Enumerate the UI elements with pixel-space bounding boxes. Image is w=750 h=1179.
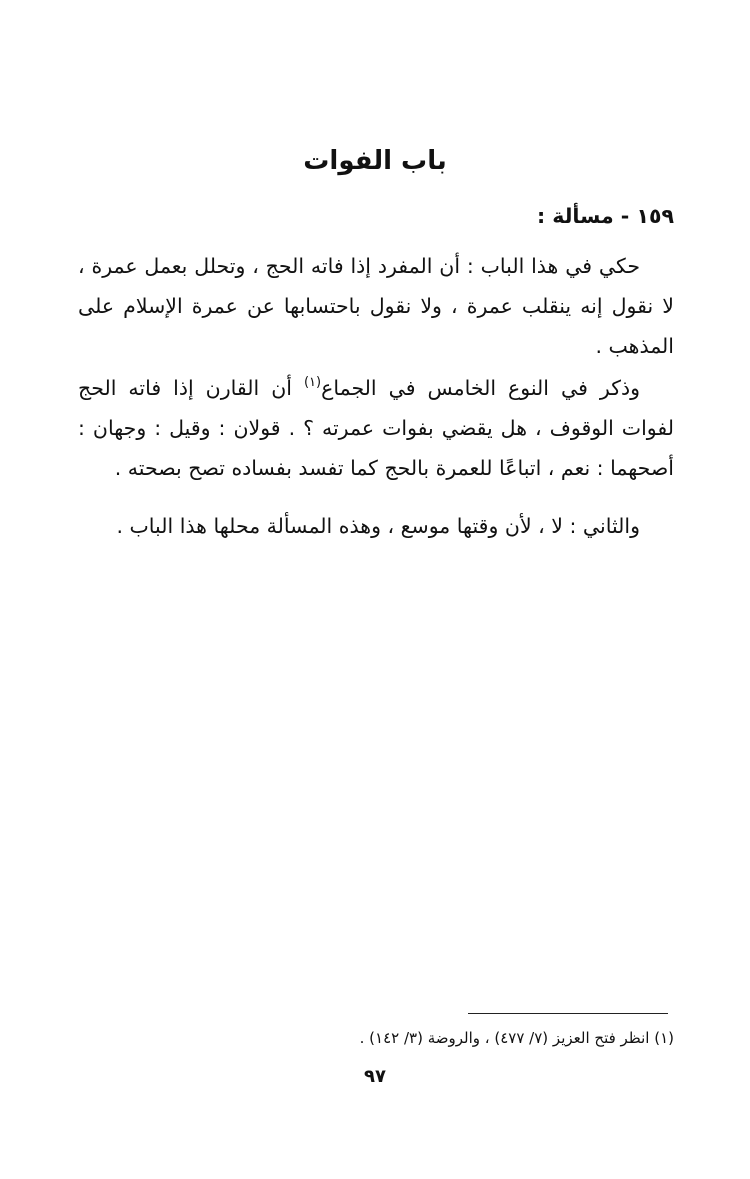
paragraph-1: حكي في هذا الباب : أن المفرد إذا فاته الحج ، وتحلل بعمل عمرة ، لا نقول إنه ينقلب عمرة ، ولا نقول باحتسابها عن عمرة الإسلام على المذهب . (78, 254, 674, 358)
paragraph-2-rest: أن القارن إذا فاته الحج لفوات الوقوف ، هل يقضي بفوات عمرته ؟ . قولان : وقيل : وجهان : أصحهما : نعم ، اتباعًا للعمرة بالحج كما تفسد بفساده تصح بصحته . (78, 376, 674, 480)
paragraph-3: والثاني : لا ، لأن وقتها موسع ، وهذه المسألة محلها هذا الباب . (116, 514, 640, 538)
paragraph-2-lead: وذكر في النوع الخامس في الجماع (321, 376, 640, 400)
footnote-reference: (١) (303, 374, 322, 390)
paragraph-2 (78, 368, 674, 488)
footnote: (١) انظر فتح العزيز (٧/ ٤٧٧) ، والروضة (٣/ ١٤٢) . (359, 1029, 674, 1047)
page-number: ٩٧ (364, 1066, 386, 1087)
footnote-divider (468, 1013, 668, 1014)
chapter-title: باب الفوات (303, 146, 447, 176)
issue-heading: ١٥٩ - مسألة : (536, 204, 674, 228)
